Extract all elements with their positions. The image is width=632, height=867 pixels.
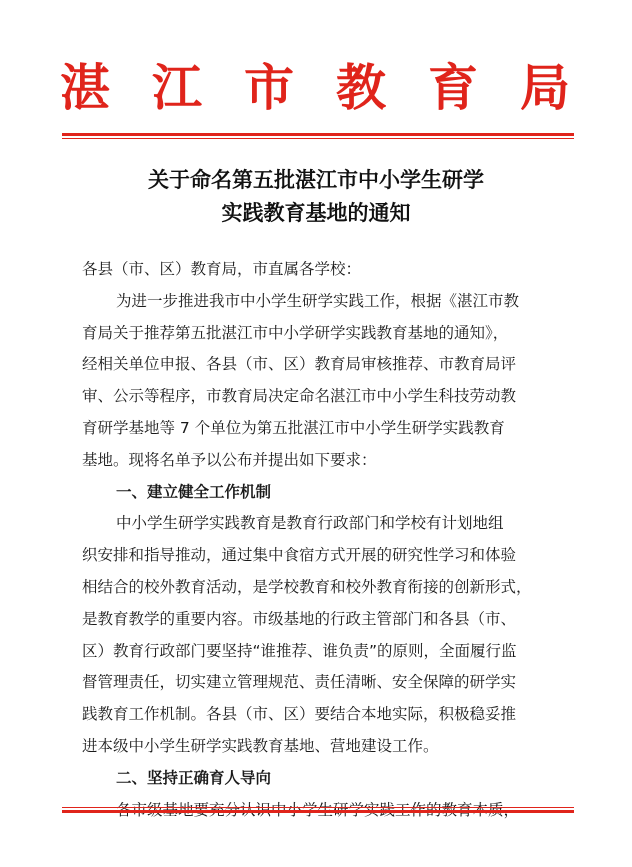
paragraph-line: 进本级中小学生研学实践教育基地、营地建设工作。 — [82, 736, 439, 755]
title-line: 关于命名第五批湛江市中小学生研学 — [148, 167, 484, 192]
document-body — [82, 254, 560, 826]
footer-rule-thin — [62, 807, 574, 808]
title-line: 实践教育基地的通知 — [221, 200, 411, 225]
masthead-char: 市 — [244, 58, 294, 117]
paragraph-line: 经相关单位申报、各县（市、区）教育局审核推荐、市教育局评 — [82, 355, 517, 374]
paragraph-line: 中小学生研学实践教育是教育行政部门和学校有计划地组 — [116, 514, 504, 533]
paragraph-line: 为进一步推进我市中小学生研学实践工作，根据《湛江市教 — [116, 291, 520, 310]
masthead — [60, 56, 570, 120]
section-heading: 一、建立健全工作机制 — [116, 482, 272, 501]
masthead-char: 江 — [152, 58, 202, 117]
header-rule-thin — [62, 138, 574, 139]
paragraph-line: 相结合的校外教育活动，是学校教育和校外教育衔接的创新形式， — [82, 577, 532, 596]
salutation: 各县（市、区）教育局，市直属各学校： — [82, 260, 362, 278]
paragraph-line: 区）教育行政部门要坚持“谁推荐、谁负责”的原则，全面履行监 — [82, 641, 517, 660]
masthead-char: 教 — [336, 58, 386, 117]
header-rule — [62, 133, 574, 136]
document-title — [60, 163, 572, 229]
paragraph-line: 育局关于推荐第五批湛江市中小学研学实践教育基地的通知》， — [82, 323, 509, 342]
paragraph-line: 育研学基地等 7 个单位为第五批湛江市中小学生研学实践教育 — [82, 418, 505, 437]
section-heading: 二、坚持正确育人导向 — [116, 768, 272, 787]
masthead-char: 局 — [520, 58, 570, 117]
paragraph-line: 织安排和指导推动，通过集中食宿方式开展的研究性学习和体验 — [82, 546, 517, 565]
paragraph-line: 审、公示等程序，市教育局决定命名湛江市中小学生科技劳动教 — [82, 387, 517, 406]
masthead-char: 湛 — [60, 58, 110, 117]
paragraph-line: 基地。现将名单予以公布并提出如下要求： — [82, 450, 377, 469]
paragraph-line: 督管理责任，切实建立管理规范、责任清晰、安全保障的研学实 — [82, 673, 517, 692]
footer-rule — [62, 810, 574, 813]
masthead-char: 育 — [428, 58, 478, 117]
paragraph-line: 是教育教学的重要内容。市级基地的行政主管部门和各县（市、 — [82, 609, 517, 628]
paragraph-line: 践教育工作机制。各县（市、区）要结合本地实际，积极稳妥推 — [82, 705, 517, 724]
